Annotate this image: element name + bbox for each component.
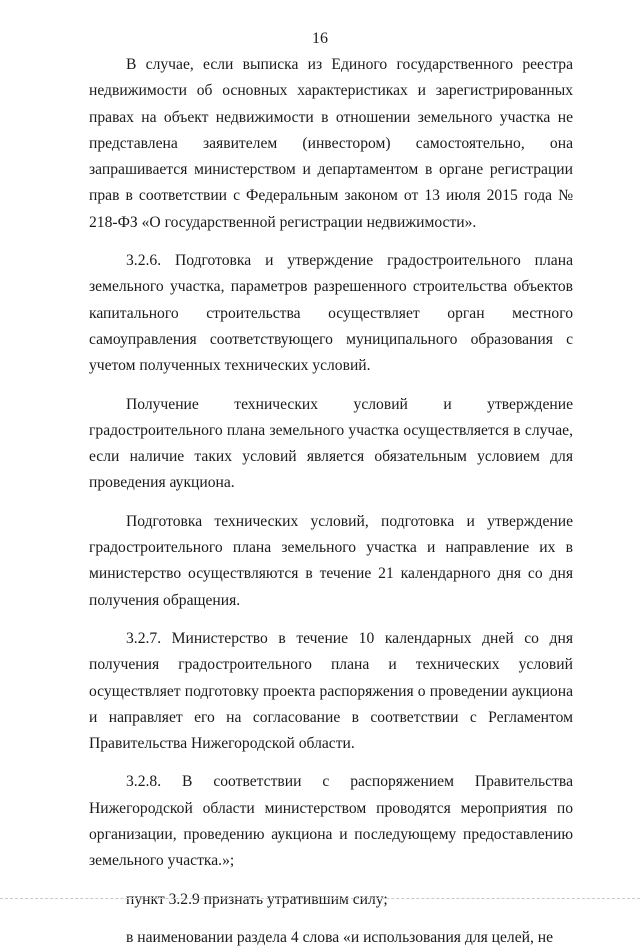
document-body [89, 52, 573, 951]
scan-edge-line [0, 897, 640, 899]
paragraph-3-2-9-repealed: пункт 3.2.9 признать утратившим силу; [126, 890, 388, 908]
paragraph-technical-conditions: Получение технических условий и утверждение градостроительного плана земельного участка осуществляется в случае, если наличие таких условий является обязательным условием для проведения аукциона. [89, 395, 573, 492]
paragraph-preparation-deadline: Подготовка технических условий, подготовка и утверждение градостроительного плана земельного участка и направление их в министерство осуществляются в течение 21 календарного дня со дня получения обращения. [89, 512, 573, 609]
paragraph-3-2-6: 3.2.6. Подготовка и утверждение градостроительного плана земельного участка, параметров разрешенного строительства объектов капитального строительства осуществляет орган местного самоуправления соответствующего муниципального образования с учетом полученных технических условий. [89, 252, 573, 375]
paragraph-3-2-8: 3.2.8. В соответствии с распоряжением Правительства Нижегородской области министерством проводятся мероприятия по организации, проведению аукциона и последующему предоставлению земельного участка.»; [89, 773, 573, 870]
paragraph-section-4-title: в наименовании раздела 4 слова «и использования для целей, не [126, 928, 554, 946]
page-number: 16 [312, 30, 328, 47]
paragraph-egrn-extract: В случае, если выписка из Единого государственного реестра недвижимости об основных характеристиках и зарегистрированных правах на объект недвижимости в отношении земельного участка не представлена заявителем (инвестором) самостоятельно, она запрашивается министерством и департаментом в органе регистрации прав в соответствии с Федеральным законом от 13 июля 2015 года № 218-ФЗ «О государственной регистрации недвижимости». [89, 56, 573, 231]
paragraph-3-2-7: 3.2.7. Министерство в течение 10 календарных дней со дня получения градостроительного плана и технических условий осуществляет подготовку проекта распоряжения о проведении аукциона и направляет его на согласование в соответствии с Регламентом Правительства Нижегородской области. [89, 629, 573, 753]
